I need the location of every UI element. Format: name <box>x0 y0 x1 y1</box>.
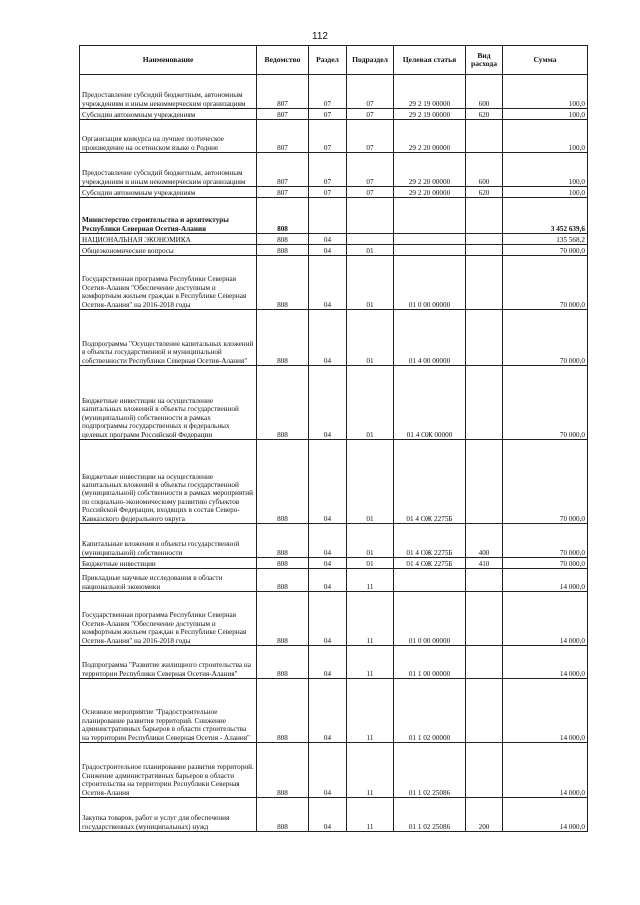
cell-dept: 808 <box>257 798 309 832</box>
cell-sum: 70 000,0 <box>503 440 588 524</box>
table-row <box>80 75 588 109</box>
cell-target <box>394 245 466 256</box>
column-header-type: Вид расхода <box>466 46 503 75</box>
column-header-name: Наименование <box>80 46 257 75</box>
cell-dept: 807 <box>257 120 309 153</box>
table-row <box>80 646 588 679</box>
table-row <box>80 679 588 743</box>
cell-target: 01 0 00 00000 <box>394 592 466 646</box>
cell-dept: 808 <box>257 679 309 743</box>
cell-dept: 808 <box>257 646 309 679</box>
cell-sum: 70 000,0 <box>503 524 588 558</box>
cell-type <box>466 256 503 310</box>
cell-sum: 70 000,0 <box>503 310 588 366</box>
cell-subsection: 07 <box>347 120 394 153</box>
cell-subsection: 01 <box>347 558 394 569</box>
cell-dept: 808 <box>257 234 309 245</box>
cell-target: 01 1 02 25086 <box>394 743 466 798</box>
cell-section: 04 <box>309 256 347 310</box>
cell-name: Субсидии автономным учреждениям <box>80 109 257 120</box>
cell-dept: 808 <box>257 256 309 310</box>
table-row <box>80 440 588 524</box>
cell-sum: 14 000,0 <box>503 679 588 743</box>
cell-section: 04 <box>309 234 347 245</box>
cell-target: 01 4 ОЖ 2275Б <box>394 558 466 569</box>
cell-target: 29 2 19 00000 <box>394 75 466 109</box>
cell-section: 04 <box>309 743 347 798</box>
cell-sum: 135 568,2 <box>503 234 588 245</box>
cell-type: 400 <box>466 524 503 558</box>
cell-section: 07 <box>309 187 347 198</box>
cell-section: 04 <box>309 569 347 592</box>
cell-subsection: 07 <box>347 75 394 109</box>
cell-subsection <box>347 234 394 245</box>
cell-section: 04 <box>309 798 347 832</box>
cell-type: 410 <box>466 558 503 569</box>
cell-dept: 807 <box>257 153 309 187</box>
cell-subsection: 01 <box>347 366 394 440</box>
cell-type <box>466 743 503 798</box>
cell-section: 04 <box>309 646 347 679</box>
cell-type <box>466 592 503 646</box>
table-row <box>80 569 588 592</box>
cell-sum: 100,0 <box>503 153 588 187</box>
cell-type: 620 <box>466 187 503 198</box>
cell-section: 07 <box>309 153 347 187</box>
cell-name: Бюджетные инвестиции <box>80 558 257 569</box>
cell-subsection: 01 <box>347 440 394 524</box>
cell-name: Организация конкурса на лучшее поэтическое произведение на осетинском языке о Родине <box>80 120 257 153</box>
table-row <box>80 558 588 569</box>
cell-target: 29 2 19 00000 <box>394 109 466 120</box>
table-row <box>80 798 588 832</box>
cell-subsection: 11 <box>347 679 394 743</box>
cell-dept: 808 <box>257 524 309 558</box>
column-header-sum: Сумма <box>503 46 588 75</box>
cell-section: 04 <box>309 440 347 524</box>
cell-sum: 14 000,0 <box>503 743 588 798</box>
cell-name: Капитальные вложения в объекты государственной (муниципальной) собственности <box>80 524 257 558</box>
table-row <box>80 245 588 256</box>
cell-type <box>466 646 503 679</box>
cell-name: Прикладные научные исследования в области национальной экономики <box>80 569 257 592</box>
column-header-section: Раздел <box>309 46 347 75</box>
cell-target <box>394 234 466 245</box>
cell-target: 01 4 ОЖ 00000 <box>394 366 466 440</box>
cell-section: 04 <box>309 366 347 440</box>
cell-type: 620 <box>466 109 503 120</box>
cell-name: Бюджетные инвестиции на осуществление капитальных вложений в объекты государственной (муниципальной) собственности в рамках мероприятий по социально-экономическому развитию субъектов Российской Федерации, входящих в состав Северо-Кавказского федерального округа <box>80 440 257 524</box>
cell-name: Государственная программа Республики Северная Осетия-Алания "Обеспечение доступным и комфортным жильем граждан в Республике Северная Осетия-Алания" на 2016-2018 годы <box>80 592 257 646</box>
table-row <box>80 187 588 198</box>
cell-type: 600 <box>466 75 503 109</box>
cell-dept: 808 <box>257 310 309 366</box>
table-row <box>80 366 588 440</box>
cell-dept: 808 <box>257 198 309 234</box>
cell-name: Общеэкономические вопросы <box>80 245 257 256</box>
cell-target: 01 4 ОЖ 2275Б <box>394 440 466 524</box>
cell-target: 29 2 20 00000 <box>394 120 466 153</box>
table-row <box>80 743 588 798</box>
cell-type <box>466 366 503 440</box>
cell-section <box>309 198 347 234</box>
cell-target: 29 2 20 00000 <box>394 153 466 187</box>
cell-sum: 70 000,0 <box>503 366 588 440</box>
budget-table <box>79 45 588 832</box>
cell-sum: 14 000,0 <box>503 798 588 832</box>
cell-name: Министерство строительства и архитектуры Республики Северная Осетия-Алания <box>80 198 257 234</box>
cell-name: Бюджетные инвестиции на осуществление капитальных вложений в объекты государственной (муниципальной) собственности в рамках подпрограммы государственных и федеральных целевых программ Российской Федерации <box>80 366 257 440</box>
cell-sum: 14 000,0 <box>503 592 588 646</box>
cell-name: Государственная программа Республики Северная Осетия-Алания "Обеспечение доступным и комфортным жильем граждан в Республике Северная Осетия-Алания" на 2016-2018 годы <box>80 256 257 310</box>
table-row <box>80 109 588 120</box>
cell-subsection: 01 <box>347 256 394 310</box>
cell-sum: 3 452 639,6 <box>503 198 588 234</box>
cell-section: 04 <box>309 679 347 743</box>
cell-target: 01 0 00 00000 <box>394 256 466 310</box>
cell-target: 01 1 02 00000 <box>394 679 466 743</box>
table-row <box>80 524 588 558</box>
cell-sum: 100,0 <box>503 109 588 120</box>
table-row <box>80 153 588 187</box>
cell-dept: 807 <box>257 109 309 120</box>
cell-subsection: 11 <box>347 569 394 592</box>
cell-name: Предоставление субсидий бюджетным, автономным учреждениям и иным некоммерческим организациям <box>80 75 257 109</box>
cell-sum: 70 000,0 <box>503 558 588 569</box>
cell-type <box>466 120 503 153</box>
cell-section: 07 <box>309 75 347 109</box>
table-row <box>80 310 588 366</box>
column-header-target: Целевая статья <box>394 46 466 75</box>
cell-name: Предоставление субсидий бюджетным, автономным учреждениям и иным некоммерческим организациям <box>80 153 257 187</box>
cell-subsection: 07 <box>347 109 394 120</box>
cell-type <box>466 569 503 592</box>
cell-subsection: 11 <box>347 743 394 798</box>
cell-section: 04 <box>309 592 347 646</box>
cell-subsection: 01 <box>347 524 394 558</box>
cell-subsection: 11 <box>347 798 394 832</box>
cell-dept: 807 <box>257 75 309 109</box>
cell-dept: 808 <box>257 366 309 440</box>
cell-type <box>466 310 503 366</box>
cell-sum: 70 000,0 <box>503 256 588 310</box>
column-header-subsection: Подраздел <box>347 46 394 75</box>
cell-dept: 808 <box>257 743 309 798</box>
cell-subsection: 11 <box>347 646 394 679</box>
table-row <box>80 592 588 646</box>
cell-section: 04 <box>309 558 347 569</box>
cell-target: 01 4 ОЖ 2275Б <box>394 524 466 558</box>
cell-subsection: 11 <box>347 592 394 646</box>
cell-type <box>466 234 503 245</box>
cell-name: НАЦИОНАЛЬНАЯ ЭКОНОМИКА <box>80 234 257 245</box>
cell-name: Подпрограмма "Осуществление капитальных вложений в объекты государственной и муниципальной собственности Республики Северная Осетия-Алания" <box>80 310 257 366</box>
cell-type <box>466 440 503 524</box>
table-row <box>80 256 588 310</box>
cell-subsection: 01 <box>347 310 394 366</box>
cell-section: 04 <box>309 524 347 558</box>
cell-type <box>466 198 503 234</box>
column-header-dept: Ведомство <box>257 46 309 75</box>
cell-dept: 808 <box>257 440 309 524</box>
cell-subsection: 01 <box>347 245 394 256</box>
cell-name: Основное мероприятие "Градостроительное планирование развития территорий. Снижение административных барьеров в области строительства на территории Республики Северная Осетия - Алания" <box>80 679 257 743</box>
cell-name: Подпрограмма "Развитие жилищного строительства на территории Республики Северная Осетия-Алания" <box>80 646 257 679</box>
cell-name: Градостроительное планирование развития территорий. Снижение административных барьеров в области строительства на территории Республики Северная Осетия-Алания <box>80 743 257 798</box>
cell-dept: 807 <box>257 187 309 198</box>
table-row <box>80 120 588 153</box>
cell-type <box>466 679 503 743</box>
cell-target: 01 1 02 25086 <box>394 798 466 832</box>
cell-sum: 100,0 <box>503 75 588 109</box>
cell-target: 29 2 20 00000 <box>394 187 466 198</box>
cell-section: 07 <box>309 109 347 120</box>
cell-name: Субсидии автономным учреждениям <box>80 187 257 198</box>
cell-sum: 14 000,0 <box>503 646 588 679</box>
cell-target <box>394 569 466 592</box>
cell-dept: 808 <box>257 569 309 592</box>
cell-sum: 70 000,0 <box>503 245 588 256</box>
cell-type <box>466 245 503 256</box>
cell-dept: 808 <box>257 558 309 569</box>
table-header-row <box>80 46 588 75</box>
cell-section: 04 <box>309 310 347 366</box>
cell-target: 01 4 00 00000 <box>394 310 466 366</box>
cell-type: 200 <box>466 798 503 832</box>
cell-target <box>394 198 466 234</box>
cell-sum: 14 000,0 <box>503 569 588 592</box>
table-row <box>80 234 588 245</box>
cell-dept: 808 <box>257 245 309 256</box>
cell-subsection: 07 <box>347 187 394 198</box>
cell-section: 07 <box>309 120 347 153</box>
cell-sum: 100,0 <box>503 187 588 198</box>
cell-subsection <box>347 198 394 234</box>
cell-name: Закупка товаров, работ и услуг для обеспечения государственных (муниципальных) нужд <box>80 798 257 832</box>
page-number: 112 <box>312 31 328 42</box>
cell-target: 01 1 00 00000 <box>394 646 466 679</box>
cell-subsection: 07 <box>347 153 394 187</box>
cell-type: 600 <box>466 153 503 187</box>
cell-dept: 808 <box>257 592 309 646</box>
table-row-ministry <box>80 198 588 234</box>
cell-sum: 100,0 <box>503 120 588 153</box>
cell-section: 04 <box>309 245 347 256</box>
